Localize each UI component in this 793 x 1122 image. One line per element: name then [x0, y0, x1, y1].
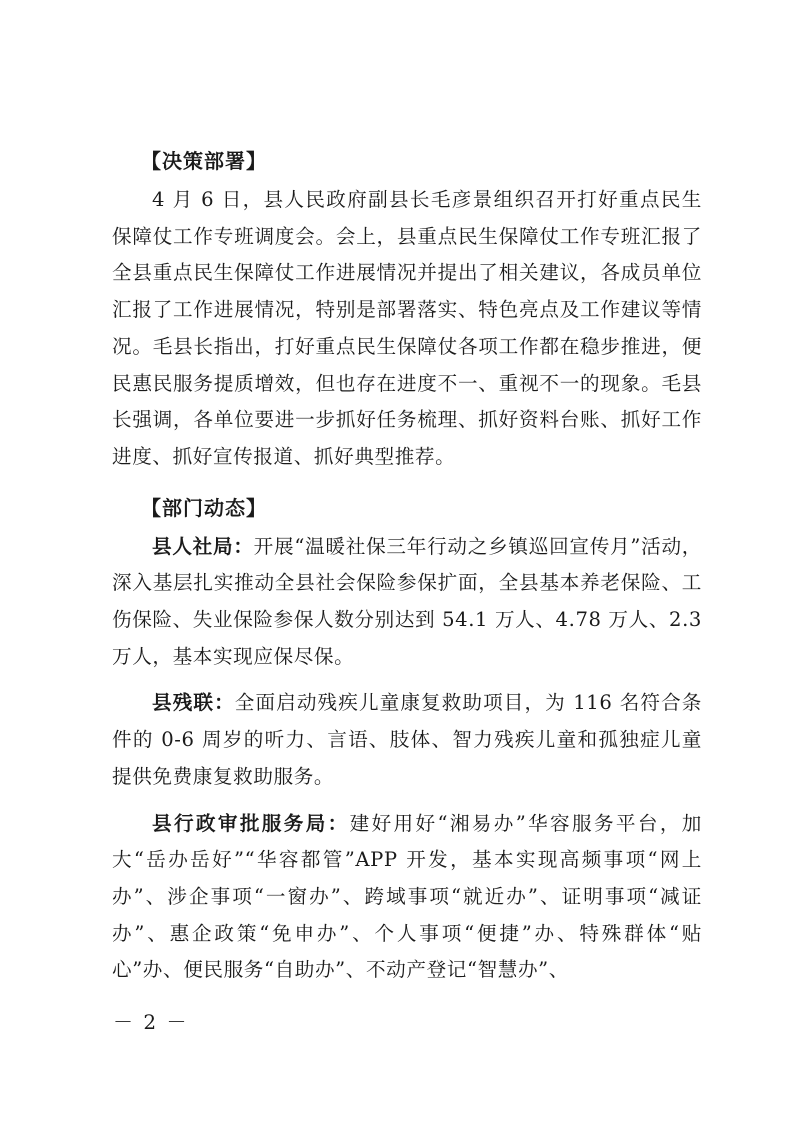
paragraph-text: 开展“温暖社保三年行动之乡镇巡回宣传月”活动，深入基层扎实推动全县社会保险参保扩面，全县基本养老保险、工伤保险、失业保险参保人数分别达到 54.1 万人、4.78 万人、2.3 万人，基本实现应保尽保。: [112, 534, 703, 668]
section-heading-departments: 【部门动态】: [141, 495, 267, 520]
document-body: [112, 143, 702, 989]
paragraph-text: 全面启动残疾儿童康复救助项目，为 116 名符合条件的 0-6 周岁的听力、言语、肢体、智力残疾儿童和孤独症儿童提供免费康复救助服务。: [112, 691, 702, 788]
paragraph-hr-bureau: [112, 529, 702, 676]
paragraph-admin-approval-bureau: [112, 806, 702, 990]
paragraph-decision: [112, 182, 702, 476]
paragraph-text: 4 月 6 日，县人民政府副县长毛彦景组织召开打好重点民生保障仗工作专班调度会。会上，县重点民生保障仗工作专班汇报了全县重点民生保障仗工作进展情况并提出了相关建议，各成员单位汇报了工作进展情况，特别是部署落实、特色亮点及工作建议等情况。毛县长指出，打好重点民生保障仗各项工作都在稳步推进，便民惠民服务提质增效，但也存在进度不一、重视不一的现象。毛县长强调，各单位要进一步抓好任务梳理、抓好资料台账、抓好工作进度、抓好宣传报道、抓好典型推荐。: [112, 188, 702, 468]
paragraph-lead: 县残联：: [152, 691, 235, 715]
paragraph-disabled-federation: [112, 685, 702, 795]
paragraph-lead: 县行政审批服务局：: [152, 811, 350, 835]
page-number: － 2 －: [113, 1010, 189, 1034]
paragraph-lead: 县人社局：: [152, 534, 254, 558]
section-heading-decision: 【决策部署】: [141, 149, 267, 173]
paragraph-text: 建好用好“湘易办”华容服务平台，加大“岳办岳好”“华容都管”APP 开发，基本实现高频事项“网上办”、涉企事项“一窗办”、跨域事项“就近办”、证明事项“减证办”、惠企政策“免申办”、个人事项“便捷”办、特殊群体“贴心”办、便民服务“自助办”、不动产登记“智慧办”、: [112, 811, 702, 982]
